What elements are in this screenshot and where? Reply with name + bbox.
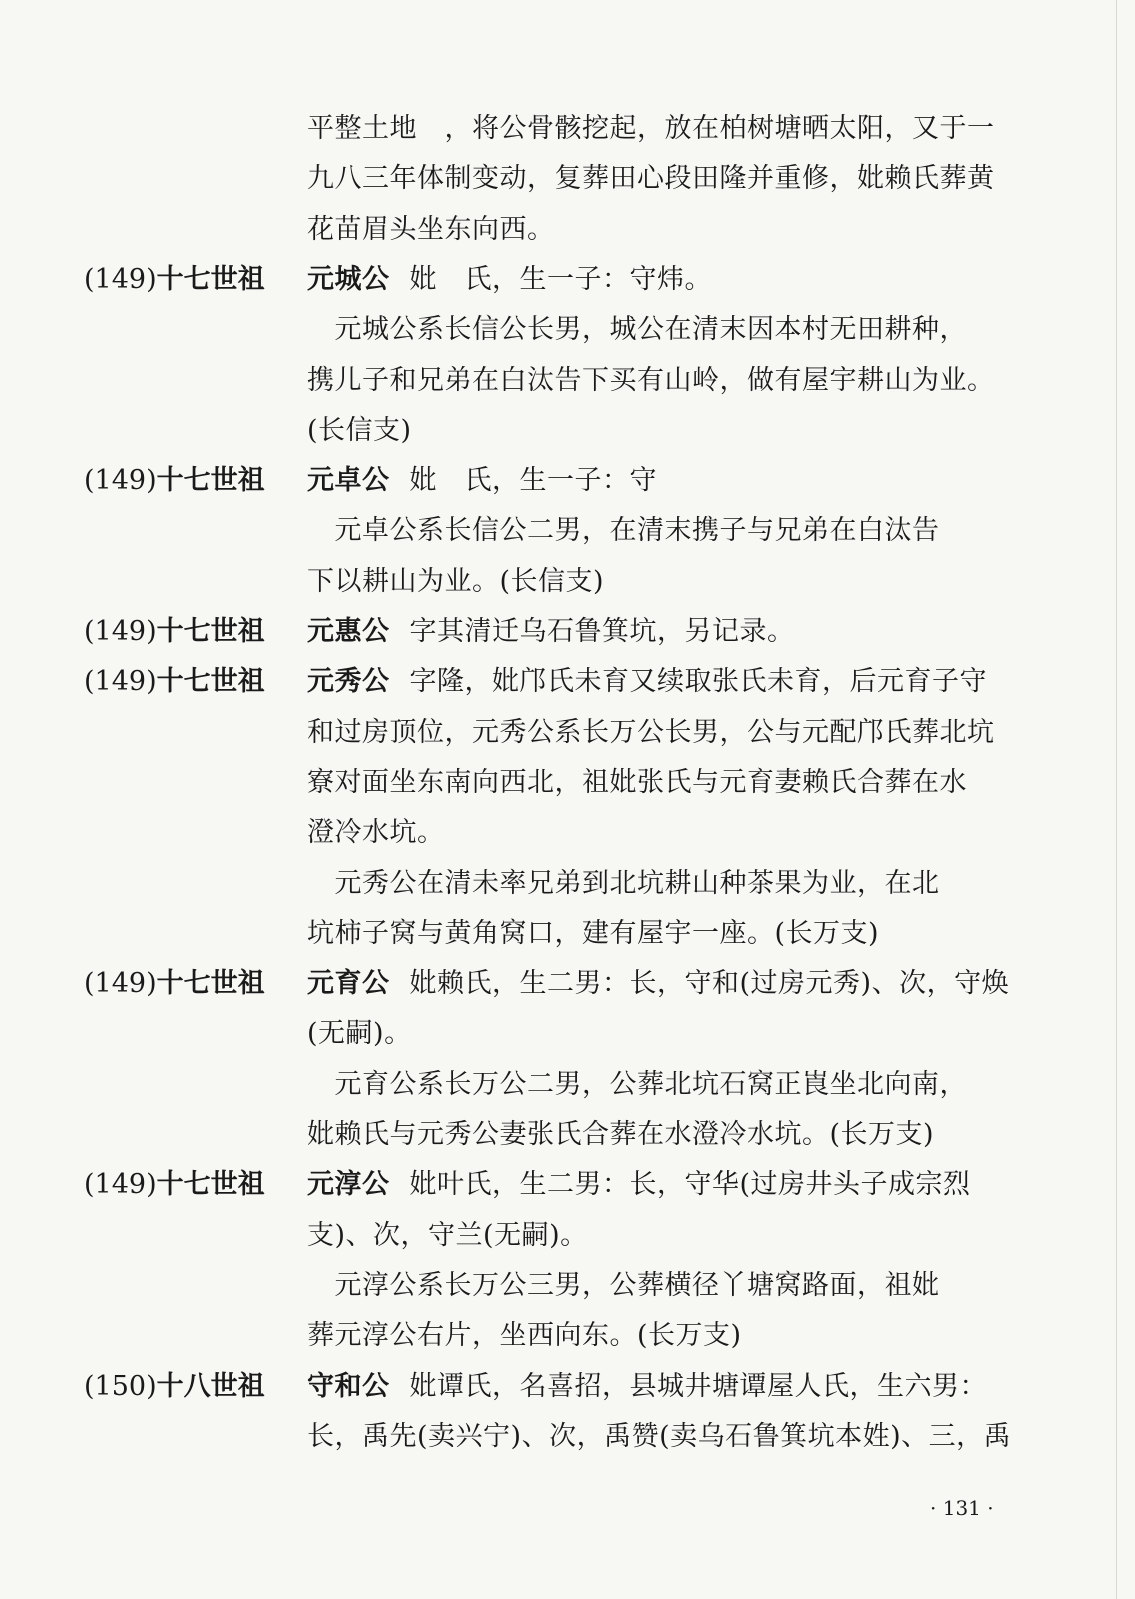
entry-line bbox=[307, 615, 1037, 649]
generation-title: 十七世祖 bbox=[156, 264, 265, 295]
text-line: 花苗眉头坐东向西。 bbox=[307, 214, 555, 245]
text-line: 支)、次，守兰(无嗣)。 bbox=[307, 1220, 588, 1251]
generation-label bbox=[84, 464, 265, 498]
generation-label bbox=[84, 1370, 265, 1404]
ancestor-name: 元惠公 bbox=[307, 616, 390, 647]
text-line: (无嗣)。 bbox=[307, 1018, 412, 1049]
entry-text: 妣 氏，生一子：守 bbox=[409, 465, 657, 496]
text-line: 坑柿子窝与黄角窝口，建有屋宇一座。(长万支) bbox=[307, 918, 880, 949]
text-line: 长，禹先(卖兴宁)、次，禹赞(卖乌石鲁箕坑本姓)、三，禹 bbox=[307, 1421, 1012, 1452]
text-line: 携儿子和兄弟在白汰告下买有山岭，做有屋宇耕山为业。 bbox=[307, 365, 995, 396]
text-line: 澄冷水坑。 bbox=[307, 817, 445, 848]
text-line: 元育公系长万公二男，公葬北坑石窝正崀坐北向南， bbox=[307, 1069, 967, 1100]
text-line: 寮对面坐东南向西北，祖妣张氏与元育妻赖氏合葬在水 bbox=[307, 767, 967, 798]
page-number: · 131 · bbox=[930, 1496, 994, 1520]
entry-line bbox=[307, 967, 1037, 1001]
entry-number: (149) bbox=[84, 1169, 157, 1200]
text-line: (长信支) bbox=[307, 415, 412, 446]
entry-line bbox=[307, 1370, 1037, 1404]
generation-label bbox=[84, 263, 265, 297]
entry-line bbox=[307, 263, 1037, 297]
text-line: 葬元淳公右片，坐西向东。(长万支) bbox=[307, 1320, 742, 1351]
page-edge bbox=[1116, 0, 1117, 1599]
generation-label bbox=[84, 1168, 265, 1202]
text-line: 平整土地 ，将公骨骸挖起，放在柏树塘晒太阳，又于一 bbox=[307, 113, 995, 144]
entry-line bbox=[307, 464, 1037, 498]
text-line: 元秀公在清未率兄弟到北坑耕山种茶果为业，在北 bbox=[307, 868, 940, 899]
text-line: 和过房顶位，元秀公系长万公长男，公与元配邝氏葬北坑 bbox=[307, 717, 995, 748]
generation-label bbox=[84, 967, 265, 1001]
entry-number: (149) bbox=[84, 264, 157, 295]
text-line: 元卓公系长信公二男，在清末携子与兄弟在白汰告 bbox=[307, 515, 940, 546]
text-line: 九八三年体制变动，复葬田心段田隆并重修，妣赖氏葬黄 bbox=[307, 163, 995, 194]
entry-text: 字其清迁乌石鲁箕坑，另记录。 bbox=[409, 616, 795, 647]
text-line: 元淳公系长万公三男，公葬横径丫塘窝路面，祖妣 bbox=[307, 1270, 940, 1301]
entry-text: 妣叶氏，生二男：长，守华(过房井头子成宗烈 bbox=[409, 1169, 971, 1200]
generation-title: 十七世祖 bbox=[156, 666, 265, 697]
ancestor-name: 守和公 bbox=[307, 1371, 390, 1402]
entry-line bbox=[307, 1168, 1037, 1202]
text-line: 元城公系长信公长男，城公在清末因本村无田耕种， bbox=[307, 314, 967, 345]
entry-number: (149) bbox=[84, 968, 157, 999]
generation-label bbox=[84, 615, 265, 649]
entry-number: (149) bbox=[84, 666, 157, 697]
entry-text: 妣赖氏，生二男：长，守和(过房元秀)、次，守焕 bbox=[409, 968, 1010, 999]
entry-text: 妣 氏，生一子：守炜。 bbox=[409, 264, 712, 295]
generation-title: 十七世祖 bbox=[156, 465, 265, 496]
entry-number: (149) bbox=[84, 465, 157, 496]
generation-title: 十七世祖 bbox=[156, 616, 265, 647]
generation-title: 十八世祖 bbox=[156, 1371, 265, 1402]
text-line: 下以耕山为业。(长信支) bbox=[307, 566, 605, 597]
entry-line bbox=[307, 665, 1037, 699]
generation-label bbox=[84, 665, 265, 699]
generation-title: 十七世祖 bbox=[156, 1169, 265, 1200]
entry-text: 妣谭氏，名喜招，县城井塘谭屋人氏，生六男： bbox=[409, 1371, 987, 1402]
entry-number: (149) bbox=[84, 616, 157, 647]
entry-number: (150) bbox=[84, 1371, 157, 1402]
entry-text: 字隆，妣邝氏未育又续取张氏未育，后元育子守 bbox=[409, 666, 987, 697]
ancestor-name: 元育公 bbox=[307, 968, 390, 999]
ancestor-name: 元卓公 bbox=[307, 465, 390, 496]
text-line: 妣赖氏与元秀公妻张氏合葬在水澄冷水坑。(长万支) bbox=[307, 1119, 935, 1150]
ancestor-name: 元秀公 bbox=[307, 666, 390, 697]
ancestor-name: 元城公 bbox=[307, 264, 390, 295]
generation-title: 十七世祖 bbox=[156, 968, 265, 999]
ancestor-name: 元淳公 bbox=[307, 1169, 390, 1200]
